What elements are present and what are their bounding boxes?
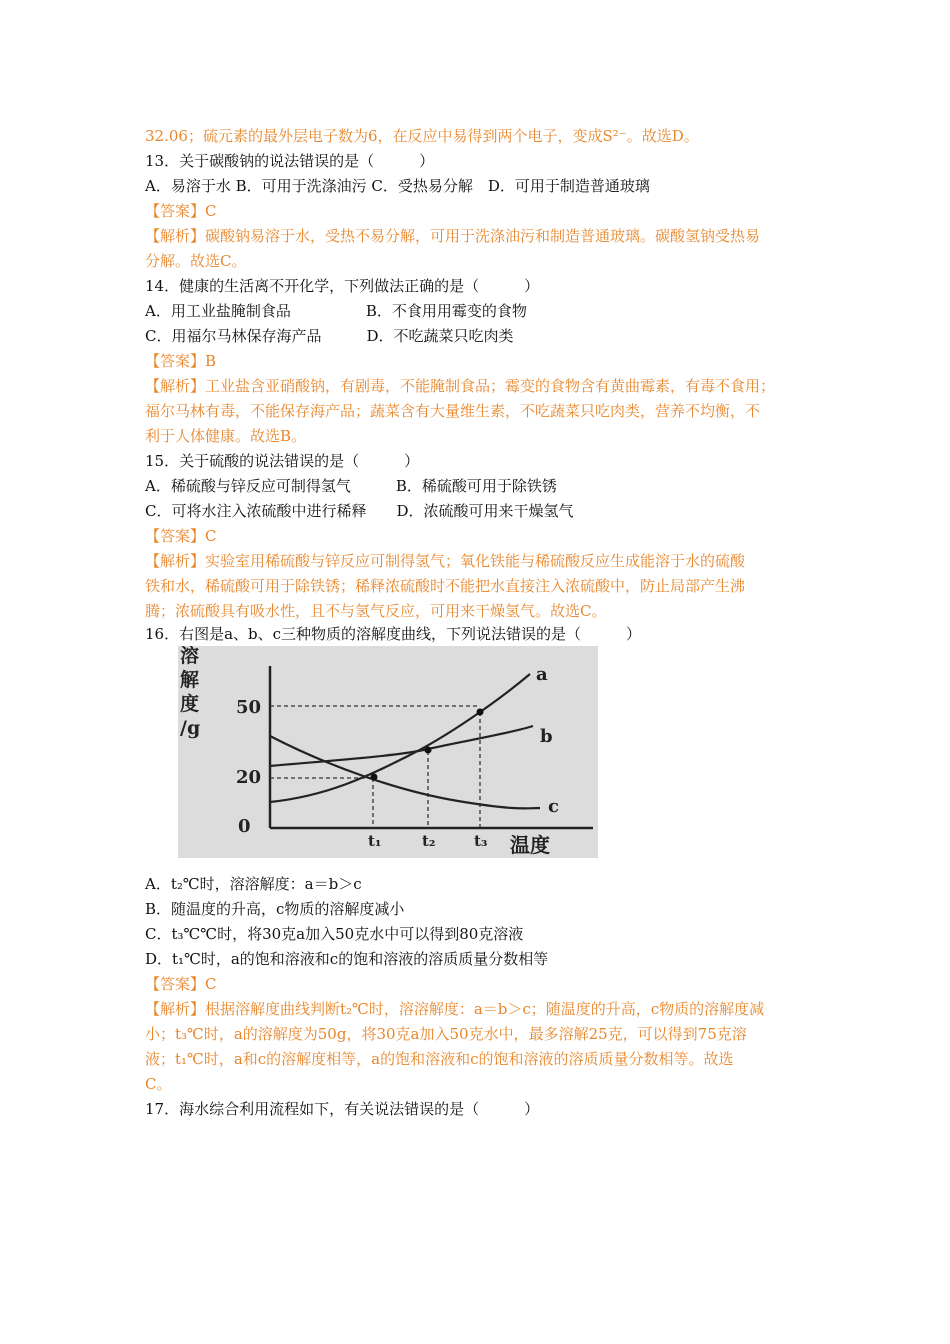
question-15: 15．关于硫酸的说法错误的是（ ） bbox=[145, 452, 420, 470]
analysis-13: 【解析】碳酸钠易溶于水，受热不易分解，可用于洗涤油污和制造普通玻璃。碳酸氢钠受热易 bbox=[145, 227, 761, 245]
intersection-point bbox=[425, 747, 432, 754]
xtick-t1: t₁ bbox=[368, 832, 382, 850]
xtick-t2: t₂ bbox=[422, 832, 436, 850]
question-13: 13．关于碳酸钠的说法错误的是（ ） bbox=[145, 152, 435, 170]
curve-label-b: b bbox=[540, 726, 553, 747]
analysis-14-cont: 福尔马林有毒，不能保存海产品；蔬菜含有大量维生素，不吃蔬菜只吃肉类，营养不均衡，不 bbox=[145, 402, 761, 420]
ylabel-char: /g bbox=[180, 717, 201, 739]
intersection-point bbox=[477, 709, 484, 716]
analysis-15: 【解析】实验室用稀硫酸与锌反应可制得氢气；氧化铁能与稀硫酸反应生成能溶于水的硫酸 bbox=[145, 552, 746, 570]
analysis-16-cont2: 液；t₁℃时，a和c的溶解度相等，a的饱和溶液和c的饱和溶液的溶质质量分数相等。故选 bbox=[145, 1050, 734, 1068]
question-17: 17．海水综合利用流程如下，有关说法错误的是（ ） bbox=[145, 1100, 540, 1118]
analysis-15-cont: 铁和水，稀硫酸可用于除铁锈；稀释浓硫酸时不能把水直接注入浓硫酸中，防止局部产生沸 bbox=[145, 577, 746, 595]
analysis-16-end: C。 bbox=[145, 1075, 172, 1093]
curve-c bbox=[270, 736, 540, 808]
origin-label: 0 bbox=[238, 816, 251, 837]
ylabel-char: 解 bbox=[180, 669, 200, 691]
question-16-option-d: D．t₁℃时，a的饱和溶液和c的饱和溶液的溶质质量分数相等 bbox=[145, 950, 549, 968]
xlabel: 温度 bbox=[510, 833, 550, 857]
question-14-options-cd: C．用福尔马林保存海产品 D．不吃蔬菜只吃肉类 bbox=[145, 327, 514, 345]
xtick-t3: t₃ bbox=[474, 832, 488, 850]
solubility-curve-svg bbox=[178, 646, 598, 858]
question-16-option-b: B．随温度的升高，c物质的溶解度减小 bbox=[145, 900, 405, 918]
ytick-50: 50 bbox=[236, 697, 262, 718]
question-13-options: A．易溶于水 B．可用于洗涤油污 C．受热易分解 D．可用于制造普通玻璃 bbox=[145, 177, 650, 195]
solubility-curve-figure bbox=[178, 646, 598, 858]
question-16: 16．右图是a、b、c三种物质的溶解度曲线，下列说法错误的是（ ） bbox=[145, 625, 642, 643]
answer-16: 【答案】C bbox=[145, 975, 217, 993]
curve-a bbox=[270, 674, 530, 802]
question-15-options-ab: A．稀硫酸与锌反应可制得氢气 B．稀硫酸可用于除铁锈 bbox=[145, 477, 557, 495]
curve-label-c: c bbox=[548, 796, 559, 817]
answer-15: 【答案】C bbox=[145, 527, 217, 545]
question-14: 14．健康的生活离不开化学，下列做法正确的是（ ） bbox=[145, 277, 540, 295]
analysis-15-end: 腾；浓硫酸具有吸水性，且不与氢气反应，可用来干燥氢气。故选C。 bbox=[145, 602, 607, 620]
answer-13: 【答案】C bbox=[145, 202, 217, 220]
analysis-16: 【解析】根据溶解度曲线判断t₂℃时，溶溶解度：a＝b＞c；随温度的升高，c物质的溶解度减 bbox=[145, 1000, 765, 1018]
analysis-16-cont: 小；t₃℃时，a的溶解度为50g，将30克a加入50克水中，最多溶解25克，可以得到75克溶 bbox=[145, 1025, 747, 1043]
question-14-options-ab: A．用工业盐腌制食品 B．不食用用霉变的食物 bbox=[145, 302, 527, 320]
text-line: 32.06；硫元素的最外层电子数为6，在反应中易得到两个电子，变成S²⁻。故选D。 bbox=[145, 127, 699, 145]
analysis-14: 【解析】工业盐含亚硝酸钠，有剧毒，不能腌制食品；霉变的食物含有黄曲霉素，有毒不食用； bbox=[145, 377, 776, 395]
analysis-14-end: 利于人体健康。故选B。 bbox=[145, 427, 307, 445]
answer-14: 【答案】B bbox=[145, 352, 217, 370]
question-16-option-a: A．t₂℃时，溶溶解度：a＝b＞c bbox=[145, 875, 362, 893]
curve-label-a: a bbox=[536, 664, 548, 685]
ylabel-char: 度 bbox=[180, 693, 200, 715]
question-16-option-c: C．t₃℃℃时，将30克a加入50克水中可以得到80克溶液 bbox=[145, 925, 524, 943]
ylabel-char: 溶 bbox=[180, 646, 200, 667]
analysis-13-cont: 分解。故选C。 bbox=[145, 252, 247, 270]
ytick-20: 20 bbox=[236, 767, 262, 788]
guide-lines bbox=[270, 706, 480, 828]
intersection-point bbox=[371, 774, 378, 781]
question-15-options-cd: C．可将水注入浓硫酸中进行稀释 D．浓硫酸可用来干燥氢气 bbox=[145, 502, 574, 520]
